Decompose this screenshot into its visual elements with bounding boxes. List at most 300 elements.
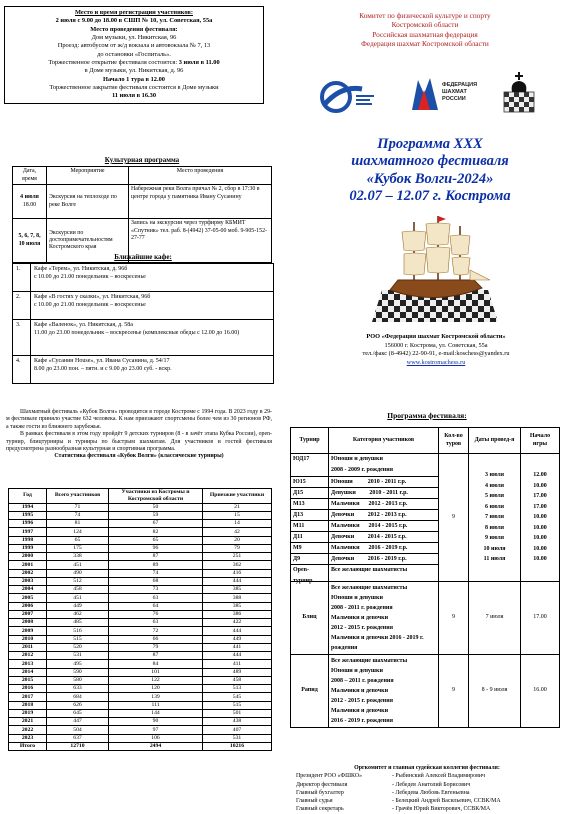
cafe-cell	[31, 356, 274, 384]
stats-local: 79	[109, 643, 203, 651]
stats-year: 2006	[9, 602, 47, 610]
stats-row	[9, 610, 272, 618]
intro-paragraph-1: Шахматный фестиваль «Кубок Волги» проводится в городе Костроме с 1994 года. В 2023 году в 29-м фестивале приняло участие 632 человека. К нам приезжают спортсмены более чем из 30 регионов РФ, а также гости из ближнего зарубежья.	[6, 409, 272, 430]
stats-total: 490	[47, 569, 109, 577]
round-date: 4 июля	[484, 482, 504, 489]
culture-date: 4 июля	[20, 194, 39, 201]
cafe-cell	[31, 320, 274, 356]
stats-visitors: 386	[203, 610, 272, 618]
intro-text	[6, 409, 272, 461]
orgcom-row	[296, 789, 558, 797]
fest-col-category: Категория участников	[329, 428, 439, 454]
stats-visitors: 545	[203, 693, 272, 701]
stats-total-local: 2494	[109, 742, 203, 750]
blitz-category: 2012 - 2015 г. рождения	[331, 625, 393, 631]
stats-visitors: 15	[203, 511, 272, 519]
round-date: 9 июля	[484, 535, 504, 542]
stats-total: 590	[47, 668, 109, 676]
cafe-row	[13, 356, 274, 384]
stats-year: 2013	[9, 660, 47, 668]
stats-visitors: 20	[203, 536, 272, 544]
stats-year: 2007	[9, 610, 47, 618]
stats-row	[9, 660, 272, 668]
stats-row	[9, 643, 272, 651]
category-label: 2008 - 2009 г. рождения	[331, 467, 393, 473]
culture-header-row	[13, 167, 272, 185]
orgcom-row	[296, 781, 558, 789]
stats-row	[9, 536, 272, 544]
roo-name: РОО «Федерация шахмат Костромской области»	[366, 333, 506, 340]
stats-local: 87	[109, 652, 203, 660]
stats-year: 2009	[9, 627, 47, 635]
culture-row	[13, 185, 272, 219]
stats-local: 50	[109, 503, 203, 511]
blitz-category: Мальчики и девочки 2016 - 2019 г. рождения	[331, 635, 424, 651]
orgcom-person: - Рыбинский Алексей Владимирович	[392, 773, 485, 780]
round-start: 10.00	[533, 514, 547, 521]
orgcom-role: Главный бухгалтер	[296, 789, 344, 796]
cafe-row	[13, 320, 274, 356]
stats-row	[9, 676, 272, 684]
blitz-category: Юноши и девушки	[331, 595, 383, 601]
blitz-category: Все желающие шахматисты	[331, 585, 408, 591]
children-rounds: 9	[439, 454, 469, 582]
stats-total: 504	[47, 726, 109, 734]
tournament-code	[291, 465, 328, 476]
rapid-rounds: 9	[439, 655, 469, 728]
tournament-code: Д11	[291, 531, 328, 542]
culture-time: 18.00	[22, 201, 37, 208]
orgcom-role: Главный судья	[296, 798, 333, 805]
orgcom-role: Главный секретарь	[296, 806, 344, 813]
round-start: 17.00	[533, 503, 547, 510]
cafe-name: Кафе «Терем», ул. Никитская, д. 96б	[34, 266, 128, 273]
round-date: 7 июля	[484, 514, 504, 521]
category-label: Мальчики 2016 - 2019 г.р.	[329, 542, 438, 553]
culture-date-cell	[13, 185, 47, 219]
stats-row	[9, 503, 272, 511]
stats-total: 516	[47, 627, 109, 635]
stats-local: 111	[109, 701, 203, 709]
title-line-3: «Кубок Волги-2024»	[366, 170, 494, 187]
culture-date: 5, 6, 7, 8, 10 июля	[13, 219, 47, 263]
stats-year: 1994	[9, 503, 47, 511]
category-label: Юноши 2010 - 2011 г.р.	[329, 476, 438, 487]
rapid-dates: 8 - 9 июля	[469, 655, 521, 728]
stats-total: 175	[47, 544, 109, 552]
stats-total: 458	[47, 586, 109, 594]
stats-row	[9, 577, 272, 585]
blitz-category: 2008 - 2011 г. рождения	[331, 605, 393, 611]
organizer-4: Федерация шахмат Костромской области	[361, 39, 489, 49]
fshr-word-1: ФЕДЕРАЦИЯ	[442, 82, 478, 88]
stats-year: 1998	[9, 536, 47, 544]
stats-visitors: 444	[203, 627, 272, 635]
blitz-category: Мальчики и девочки	[331, 615, 389, 621]
orgcom-person: - Белецкий Андрей Васильевич, ССВК/МА	[392, 798, 501, 805]
stats-year: 1996	[9, 520, 47, 528]
cafes-section	[12, 253, 274, 384]
cafes-title: Ближайшие кафе:	[114, 253, 172, 261]
cafe-number: 3.	[13, 320, 31, 356]
organizer-3: Российская шахматная федерация	[372, 29, 478, 39]
stats-year: 2005	[9, 594, 47, 602]
stats-row	[9, 594, 272, 602]
opening-line	[8, 59, 260, 67]
orgcom-rows	[296, 772, 558, 813]
stats-total: 512	[47, 577, 109, 585]
orgcom-title: Оргкомитет и главная судейская коллегия фестиваля:	[354, 765, 500, 771]
stats-local: 106	[109, 734, 203, 742]
stats-local: 64	[109, 602, 203, 610]
closing-date: 11 июля в 16.30	[111, 92, 157, 100]
category-label: Все желающие шахматисты	[329, 564, 438, 581]
stats-visitors: 42	[203, 528, 272, 536]
stats-year: 2001	[9, 561, 47, 569]
rapid-row	[291, 655, 560, 728]
stats-row	[9, 709, 272, 717]
stats-row	[9, 569, 272, 577]
blitz-start: 17.00	[521, 582, 560, 655]
category-label: Девочки 2014 - 2015 г.р.	[329, 531, 438, 542]
opening-text: Торжественное открытие фестиваля состоится:	[48, 58, 179, 66]
stats-visitors: 441	[203, 643, 272, 651]
chess-king-logo	[498, 70, 540, 116]
cafe-row	[13, 292, 274, 320]
children-categories-cell	[329, 454, 439, 582]
roo-address: 156000 г. Кострома, ул. Советская, 55а	[384, 341, 488, 349]
culture-col-place: Место проведения	[129, 167, 272, 185]
children-starts	[523, 470, 557, 565]
stats-visitors: 14	[203, 520, 272, 528]
org-committee	[296, 764, 558, 814]
stats-row	[9, 718, 272, 726]
stats-row	[9, 528, 272, 536]
cafe-number: 1.	[13, 264, 31, 292]
stats-year: 2015	[9, 676, 47, 684]
orgcom-person: - Лебедев Анатолий Борисович	[392, 781, 471, 788]
stats-total: 74	[47, 511, 109, 519]
stats-visitors: 515	[203, 701, 272, 709]
cafe-hours: 11.00 до 23.00 понедельник – воскресенье (комплексные обеды с 12.00 до 16.00)	[34, 330, 240, 337]
stats-row	[9, 602, 272, 610]
stats-total: 124	[47, 528, 109, 536]
stats-visitors: 407	[203, 726, 272, 734]
reg-heading: Место и время регистрации участников:	[74, 9, 194, 16]
stats-row	[9, 561, 272, 569]
cafe-cell	[31, 292, 274, 320]
stats-row	[9, 726, 272, 734]
fest-col-start: Начало игры	[521, 428, 560, 454]
stats-year: 2017	[9, 693, 47, 701]
stats-local: 72	[109, 627, 203, 635]
stats-local: 74	[109, 569, 203, 577]
cafe-cell	[31, 264, 274, 292]
blitz-categories-cell	[329, 582, 439, 655]
cafes-table	[12, 263, 274, 384]
roo-phone-email: тел./факс (8-4942) 22-90-91, e-mail:koschess@yandex.ru	[362, 350, 510, 357]
stats-year: 2022	[9, 726, 47, 734]
opening-time: 3 июля в 11.00	[178, 58, 220, 66]
title-line-1: Программа XXX	[377, 136, 483, 152]
cafe-number: 2.	[13, 292, 31, 320]
culture-col-date: Дата, время	[13, 167, 47, 185]
stats-visitors: 251	[203, 553, 272, 561]
stats-year: 2016	[9, 685, 47, 693]
cafe-name: Кафе «Сусанин House», ул. Ивана Сусанина, д. 54/17	[34, 358, 170, 365]
fshr-word-3: РОССИИ	[442, 95, 466, 102]
stats-visitors: 438	[203, 718, 272, 726]
stats-row	[9, 701, 272, 709]
tournament-code: Д13	[291, 509, 328, 520]
stats-total: 462	[47, 610, 109, 618]
category-label: Девочки 2012 - 2013 г.р.	[329, 509, 438, 520]
cafe-name: Кафе «В гостях у сказки», ул. Никитская, 96б	[34, 294, 151, 301]
stats-local: 90	[109, 718, 203, 726]
stats-total: 451	[47, 594, 109, 602]
round-date: 6 июля	[484, 503, 504, 510]
stats-total: 633	[47, 685, 109, 693]
stats-year: 1995	[9, 511, 47, 519]
stats-total: 684	[47, 693, 109, 701]
rapid-category: Юноши и девушки	[331, 668, 383, 674]
ship-chessboard-illustration	[370, 210, 500, 322]
stats-row	[9, 734, 272, 742]
culture-place: Набережная реки Волга причал № 2, сбор в 17:30 в центре города у памятника Ивану Сусанину	[129, 185, 272, 219]
stats-local: 97	[109, 726, 203, 734]
rapid-categories-cell	[329, 655, 439, 728]
stats-year: 2023	[9, 734, 47, 742]
children-codes	[291, 454, 328, 584]
stats-local: 144	[109, 709, 203, 717]
round-start: 12.00	[533, 472, 547, 479]
rapid-categories	[331, 656, 436, 726]
stats-year: 2021	[9, 718, 47, 726]
blitz-categories	[331, 583, 436, 653]
stats-row	[9, 652, 272, 660]
children-starts-cell	[521, 454, 560, 582]
stats-row	[9, 586, 272, 594]
stats-visitors: 458	[203, 676, 272, 684]
stats-visitors: 449	[203, 635, 272, 643]
stats-total: 645	[47, 709, 109, 717]
children-categories	[329, 454, 438, 581]
orgcom-row	[296, 772, 558, 780]
stats-local: 63	[109, 594, 203, 602]
stats-local: 65	[109, 536, 203, 544]
stats-local: 96	[109, 544, 203, 552]
registration-box	[4, 6, 264, 104]
stats-year: 2010	[9, 635, 47, 643]
category-label: Девушки 2010 - 2011 г.р.	[329, 487, 438, 498]
fshr-word-2: ШАХМАТ	[442, 88, 467, 95]
round-start: 10.00	[533, 545, 547, 552]
stats-local: 89	[109, 561, 203, 569]
round1-start: Начало 1 тура в 12.00	[103, 75, 165, 83]
stats-total: 71	[47, 503, 109, 511]
culture-table	[12, 166, 272, 263]
rapid-name: Рапид	[291, 655, 329, 728]
rapid-category: Мальчики и девочки	[331, 708, 389, 714]
stats-year: 2002	[9, 569, 47, 577]
roo-website-link[interactable]: www.kostromachess.ru	[406, 358, 466, 366]
stats-visitors: 531	[203, 734, 272, 742]
roo-contacts	[316, 333, 556, 367]
reg-date: 2 июля с 9.00 до 18.00 в СШП № 10, ул. Советская, 55а	[55, 17, 213, 25]
blitz-rounds: 9	[439, 582, 469, 655]
stats-total: 626	[47, 701, 109, 709]
cafe-number: 4.	[13, 356, 31, 384]
rapid-category: 2012 - 2015 г. рождения	[331, 698, 393, 704]
stats-total: 338	[47, 553, 109, 561]
stats-visitors: 489	[203, 668, 272, 676]
festival-table	[290, 427, 560, 728]
tournament-code: Д9	[291, 553, 328, 564]
transport-stop: до остановки «Госпиталь».	[97, 50, 171, 58]
stats-table	[8, 488, 272, 751]
stats-total: 449	[47, 602, 109, 610]
stats-year: 2018	[9, 701, 47, 709]
stats-visitors: 362	[203, 561, 272, 569]
category-label: Мальчики 2012 - 2013 г.р.	[329, 498, 438, 509]
stats-local: 87	[109, 553, 203, 561]
stats-title: Статистика фестиваля «Кубок Волги» (классические турниры)	[54, 453, 224, 460]
stats-year: 2012	[9, 652, 47, 660]
fest-col-dates: Даты провед-я	[469, 428, 521, 454]
stats-total-all: 12710	[47, 742, 109, 750]
blitz-row	[291, 582, 560, 655]
orgcom-role: Директор фестиваля	[296, 781, 348, 788]
stats-visitors: 444	[203, 652, 272, 660]
stats-local: 84	[109, 660, 203, 668]
orgcom-row	[296, 805, 558, 813]
venue-address: Дом музыки, ул. Никитская, 96	[91, 33, 177, 41]
rapid-category: Мальчики и девочки	[331, 688, 389, 694]
rapid-category: Все желающие шахматисты	[331, 658, 408, 664]
stats-local: 66	[109, 635, 203, 643]
orgcom-row	[296, 797, 558, 805]
organizers	[330, 11, 520, 49]
title-line-2: шахматного фестиваля	[351, 153, 509, 170]
round-start: 10.00	[533, 482, 547, 489]
tournament-code: М11	[291, 520, 328, 531]
stats-year: 2004	[9, 586, 47, 594]
stats-year: 2000	[9, 553, 47, 561]
stats-total: 81	[47, 520, 109, 528]
culture-place: Запись на экскурсии через турфирму КБМИТ «Спутник» тел. раб. 8-(4942) 37-05-00 моб. 9-905-152-27-77	[129, 219, 272, 263]
round-date: 10 июля	[483, 545, 506, 552]
stats-col-year: Год	[9, 489, 47, 504]
fest-col-rounds: Кол-во туров	[439, 428, 469, 454]
title-dates: 02.07 – 12.07 г. Кострома	[349, 188, 511, 205]
stats-year: 2008	[9, 619, 47, 627]
stats-year: 2014	[9, 668, 47, 676]
rapid-category: 2008 – 2011 г. рождения	[331, 678, 394, 684]
culture-title: Культурная программа	[104, 156, 180, 164]
round-start: 10.00	[533, 524, 547, 531]
stats-visitors: 21	[203, 503, 272, 511]
stats-local: 120	[109, 685, 203, 693]
stats-visitors: 388	[203, 594, 272, 602]
culture-event: Экскурсии по достопримечательностям Костромского края	[47, 219, 129, 263]
opening-place: в Доме музыки, ул. Никитская, д. 96	[84, 67, 184, 75]
round-date: 8 июля	[484, 524, 504, 531]
category-label: Девочки 2016 - 2019 г.р.	[329, 553, 438, 564]
orgcom-person: - Лебедева Любовь Евгеньевна	[392, 789, 470, 796]
rapid-category: 2016 - 2019 г. рождения	[331, 718, 393, 724]
sport-committee-logo	[316, 75, 376, 115]
fshr-logo	[408, 72, 488, 116]
culture-event: Экскурсия на теплоходе по реке Волге	[47, 185, 129, 219]
culture-section	[12, 156, 272, 263]
stats-year: 1999	[9, 544, 47, 552]
category-label: Юноши и девушки	[331, 456, 383, 462]
stats-total: 447	[47, 718, 109, 726]
stats-local: 59	[109, 511, 203, 519]
cafe-name: Кафе «Валенок», ул. Никитская, д. 58а	[34, 322, 133, 329]
children-codes-cell	[291, 454, 329, 582]
stats-col-total: Всего участников	[47, 489, 109, 504]
closing-line: Торжественное закрытие фестиваля состоится в Доме музыки	[49, 83, 219, 91]
stats-row	[9, 520, 272, 528]
stats-local: 63	[109, 619, 203, 627]
fest-col-tournament: Турнир	[291, 428, 329, 454]
tournament-code: М9	[291, 542, 328, 553]
stats-visitors: 422	[203, 619, 272, 627]
round-start: 10.00	[533, 556, 547, 563]
stats-year: 1997	[9, 528, 47, 536]
stats-body	[9, 503, 272, 742]
stats-visitors: 513	[203, 685, 272, 693]
tournament-code: Ю15	[291, 476, 328, 487]
rapid-start: 16.00	[521, 655, 560, 728]
culture-col-event: Мероприятие	[47, 167, 129, 185]
stats-header-row	[9, 489, 272, 504]
cafe-hours: с 10.00 до 21.00 понедельник – воскресенье	[34, 274, 146, 281]
tournament-code: Д15	[291, 487, 328, 498]
stats-visitors: 79	[203, 544, 272, 552]
stats-row	[9, 685, 272, 693]
transport-line: Проезд: автобусом от ж/д вокзала и автовокзала № 7, 13	[57, 42, 211, 50]
stats-total: 515	[47, 635, 109, 643]
stats-total: 495	[47, 660, 109, 668]
stats-row	[9, 627, 272, 635]
organizer-2: Костромской области	[391, 20, 459, 30]
round-date: 3 июля	[484, 472, 504, 479]
stats-year: 2019	[9, 709, 47, 717]
festival-header-row	[291, 428, 560, 454]
stats-visitors: 444	[203, 577, 272, 585]
stats-col-visitors: Приезжие участники	[203, 489, 272, 504]
stats-year: 2011	[9, 643, 47, 651]
stats-local: 73	[109, 586, 203, 594]
tournament-code: ЮД17	[293, 456, 310, 462]
blitz-name: Блиц	[291, 582, 329, 655]
blitz-dates: 7 июля	[469, 582, 521, 655]
stats-row	[9, 553, 272, 561]
stats-total: 520	[47, 643, 109, 651]
stats-total-label: Итого	[9, 742, 47, 750]
stats-total-visitors: 10216	[203, 742, 272, 750]
children-dates	[471, 470, 518, 565]
stats-row	[9, 619, 272, 627]
stats-total: 531	[47, 652, 109, 660]
intro-paragraph-2: В рамках фестиваля в этом году пройдёт 9 детских турниров (8 - в зачёт этапа Кубка России), open-турнир, блицтурниры и турниры по быстрым шахматам. Для участников и гостей фестиваля предусмотрена разнообразная культурная и спортивная программа.	[6, 431, 272, 452]
stats-local: 68	[109, 577, 203, 585]
round-start: 17.00	[533, 493, 547, 500]
festival-title	[310, 136, 550, 206]
children-dates-cell	[469, 454, 521, 582]
